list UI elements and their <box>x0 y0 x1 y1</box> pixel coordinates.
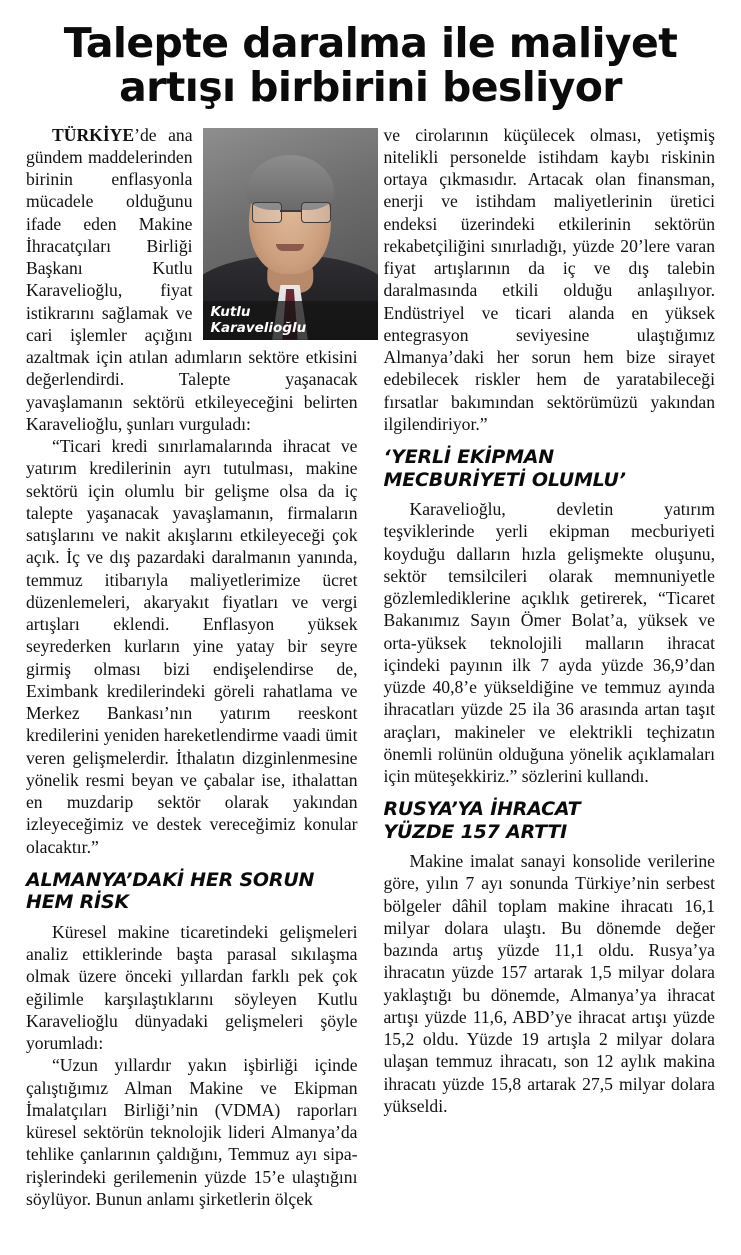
photo-caption-line-1: Kutlu <box>210 304 251 321</box>
subhead-almanya <box>26 869 358 914</box>
eyeglass-bridge-icon <box>280 210 301 212</box>
eyeglass-left-icon <box>252 202 282 223</box>
paragraph-left-3: Küresel makine ticaretindeki gelişmeleri analiz ettiklerinde başta parasal sıkılaşma olmak üzere önceki yıllardan farklı pek çok eğilimle karşılaştıklarını söyleyen Kutlu Karavelioğlu dünyadaki gelişmeleri şöyle yorumladı: <box>26 921 358 1054</box>
photo-caption-line-2: Karavelioğlu <box>210 320 307 337</box>
photo-caption <box>203 301 378 339</box>
paragraph-left-1-rest: ’de ana gündem maddelerinden birinin enflasyonla mücadele olduğunu ifade eden Makine İhracatçıları Birliği Başkanı Kutlu Karavelioğlu, fiyat istikrarını sağlamak ve cari işlemler açığını azaltmak için atılan adımların sektöre etkisini değerlendirdi. Talepte yaşanacak yavaşlamanın sektörü etkileyeceğini belirten Karavelioğlu, şunları vurguladı: <box>26 124 358 434</box>
mouth-shape <box>276 244 304 250</box>
subhead-yerli-ekipman <box>384 446 716 491</box>
paragraph-left-4: “Uzun yıllardır yakın işbirliği içinde çalıştığımız Alman Makine ve Ekipman İmalatçıları Birliği’nin (VDMA) raporları küresel sektörün teknolojik lideri Almanya’da tehlike çanlarının çaldığını, Temmuz ayı sipa-rişlerindeki gerilemenin yüzde 15’e ulaştığını söylüyor. Bunun anlamı şirketlerin ölçek <box>26 1055 358 1209</box>
column-right <box>384 124 716 1117</box>
page-title <box>34 19 707 111</box>
headline-line-1: Talepte daralma ile maliyet <box>63 19 678 67</box>
subhead-yerli-ekipman-line-1: ‘YERLİ EKİPMAN <box>383 446 554 469</box>
paragraph-right-3: Makine imalat sanayi konsolide verilerine göre, yılın 7 ayı sonunda Türkiye’nin serbest bölgeler dâhil toplam makine ihracatı 16,1 milyar dolara ulaştı. Bu dönemde değer bazında artış yüzde 11,1 oldu. Rusya’ya ihracatın yüzde 157 artarak 1,5 milyar dolara yaklaştığı bu dönemde, Almanya’ya ihracat artışı yüzde 11,6, ABD’ye ihracat artışı yüzde 15,2 oldu. Yüzde 19 artışla 2 milyar dolara ulaşan temmuz ihracatı, son 12 aylık makina ihracatı yüzde 15,8 artarak 27,5 milyar dolara yükseldi. <box>383 851 715 1116</box>
paragraph-right-2: Karavelioğlu, devletin yatırım teşviklerinde yerli ekipman mecburiyeti koyduğu dalların hızla gelişmekte oluşunu, sektör temsilcileri olarak memnuniyetle gözlemlediklerine açıklık getirerek, “Ticaret Bakanımız Sayın Ömer Bolat’a, yüksek ve orta-yüksek teknolojili malların ihracat içindeki payının ilk 7 ayda yüzde 36,9’dan yüzde 40,8’e yükseldiğine ve temmuz ayında ihracatları yüzde 25 ila 36 arasında artan taşıt araçları, makineler ve elektrikli teçhizatın önemli rolünün olduğuna yönelik açıklamaları için müteşekkiriz.” sözlerini kullandı. <box>383 499 715 787</box>
subhead-yerli-ekipman-line-2: MECBURİYETİ OLUMLU’ <box>383 468 626 491</box>
subhead-rusya-line-2: YÜZDE 157 ARTTI <box>383 820 568 843</box>
article-columns <box>26 124 715 1210</box>
paragraph-right-1: ve cirolarının küçülecek olması, yetişmiş nitelikli personelde istihdam kaybı riskinin ortaya çıkmasıdır. Artacak olan finansman, enerji ve istihdam maliyetlerinin üretici endeksi üzerindeki etkilerinin sektörün rekabetçiliğini sınırladığı, yüzde 20’lere varan fiyat artışlarının da iç ve dış talebin daralmasında etkili olduğu anlaşılıyor. Endüstriyel ve ticari alanda en yüksek entegrasyon seviyesine ulaştığımız Almanya’daki her sorun hem bize sirayet edebilecek riskler hem de yaratabileceği fırsatlar bakımından sektörümüzü yakından ilgilendiriyor.” <box>383 124 715 434</box>
subhead-almanya-line-1: ALMANYA’DAKİ HER SORUN <box>26 868 315 891</box>
paragraph-left-2: “Ticari kredi sınırlamalarında ihracat ve yatırım kredilerinin ayrı tutulması, makine sektörü için olumlu bir gelişme olsa da iç talepte yaşanacak yavaşlamanın, firmaların satışlarını ve nakit akışlarını etkileyeceği çok açık. İç ve dış pazardaki daralmanın yanında, temmuz itibarıyla maliyetlerimize ücret düzenlemeleri, akaryakıt fiyatları ve vergi artışları eklendi. Enflasyon yüksek seyrederken kurların yine yatay bir seyre girmiş olması bizi endişelendirse de, Eximbank kredilerindeki göreli rahatlama ve Merkez Bankası’nın yatırım reeskont kredilerini yeniden hareketlendirme vaadi ümit veren gelişmelerdir. İthalatın dizginlenmesine yönelik resmi beyan ve çabalar ise, ithalattan en muzdarip sektör olarak yakından izleyeceğimiz ve destek vereceğimiz konular olacaktır.” <box>26 436 358 857</box>
subhead-rusya <box>384 798 716 843</box>
lead-word: TÜRKİYE <box>52 124 135 145</box>
portrait-photo <box>203 128 378 340</box>
subhead-almanya-line-2: HEM RİSK <box>26 891 129 914</box>
column-left <box>26 124 358 1210</box>
portrait-figure <box>203 128 378 340</box>
headline-line-2: artışı birbirini besliyor <box>119 62 622 111</box>
subhead-rusya-line-1: RUSYA’YA İHRACAT <box>383 798 581 821</box>
eyeglass-right-icon <box>301 202 331 223</box>
